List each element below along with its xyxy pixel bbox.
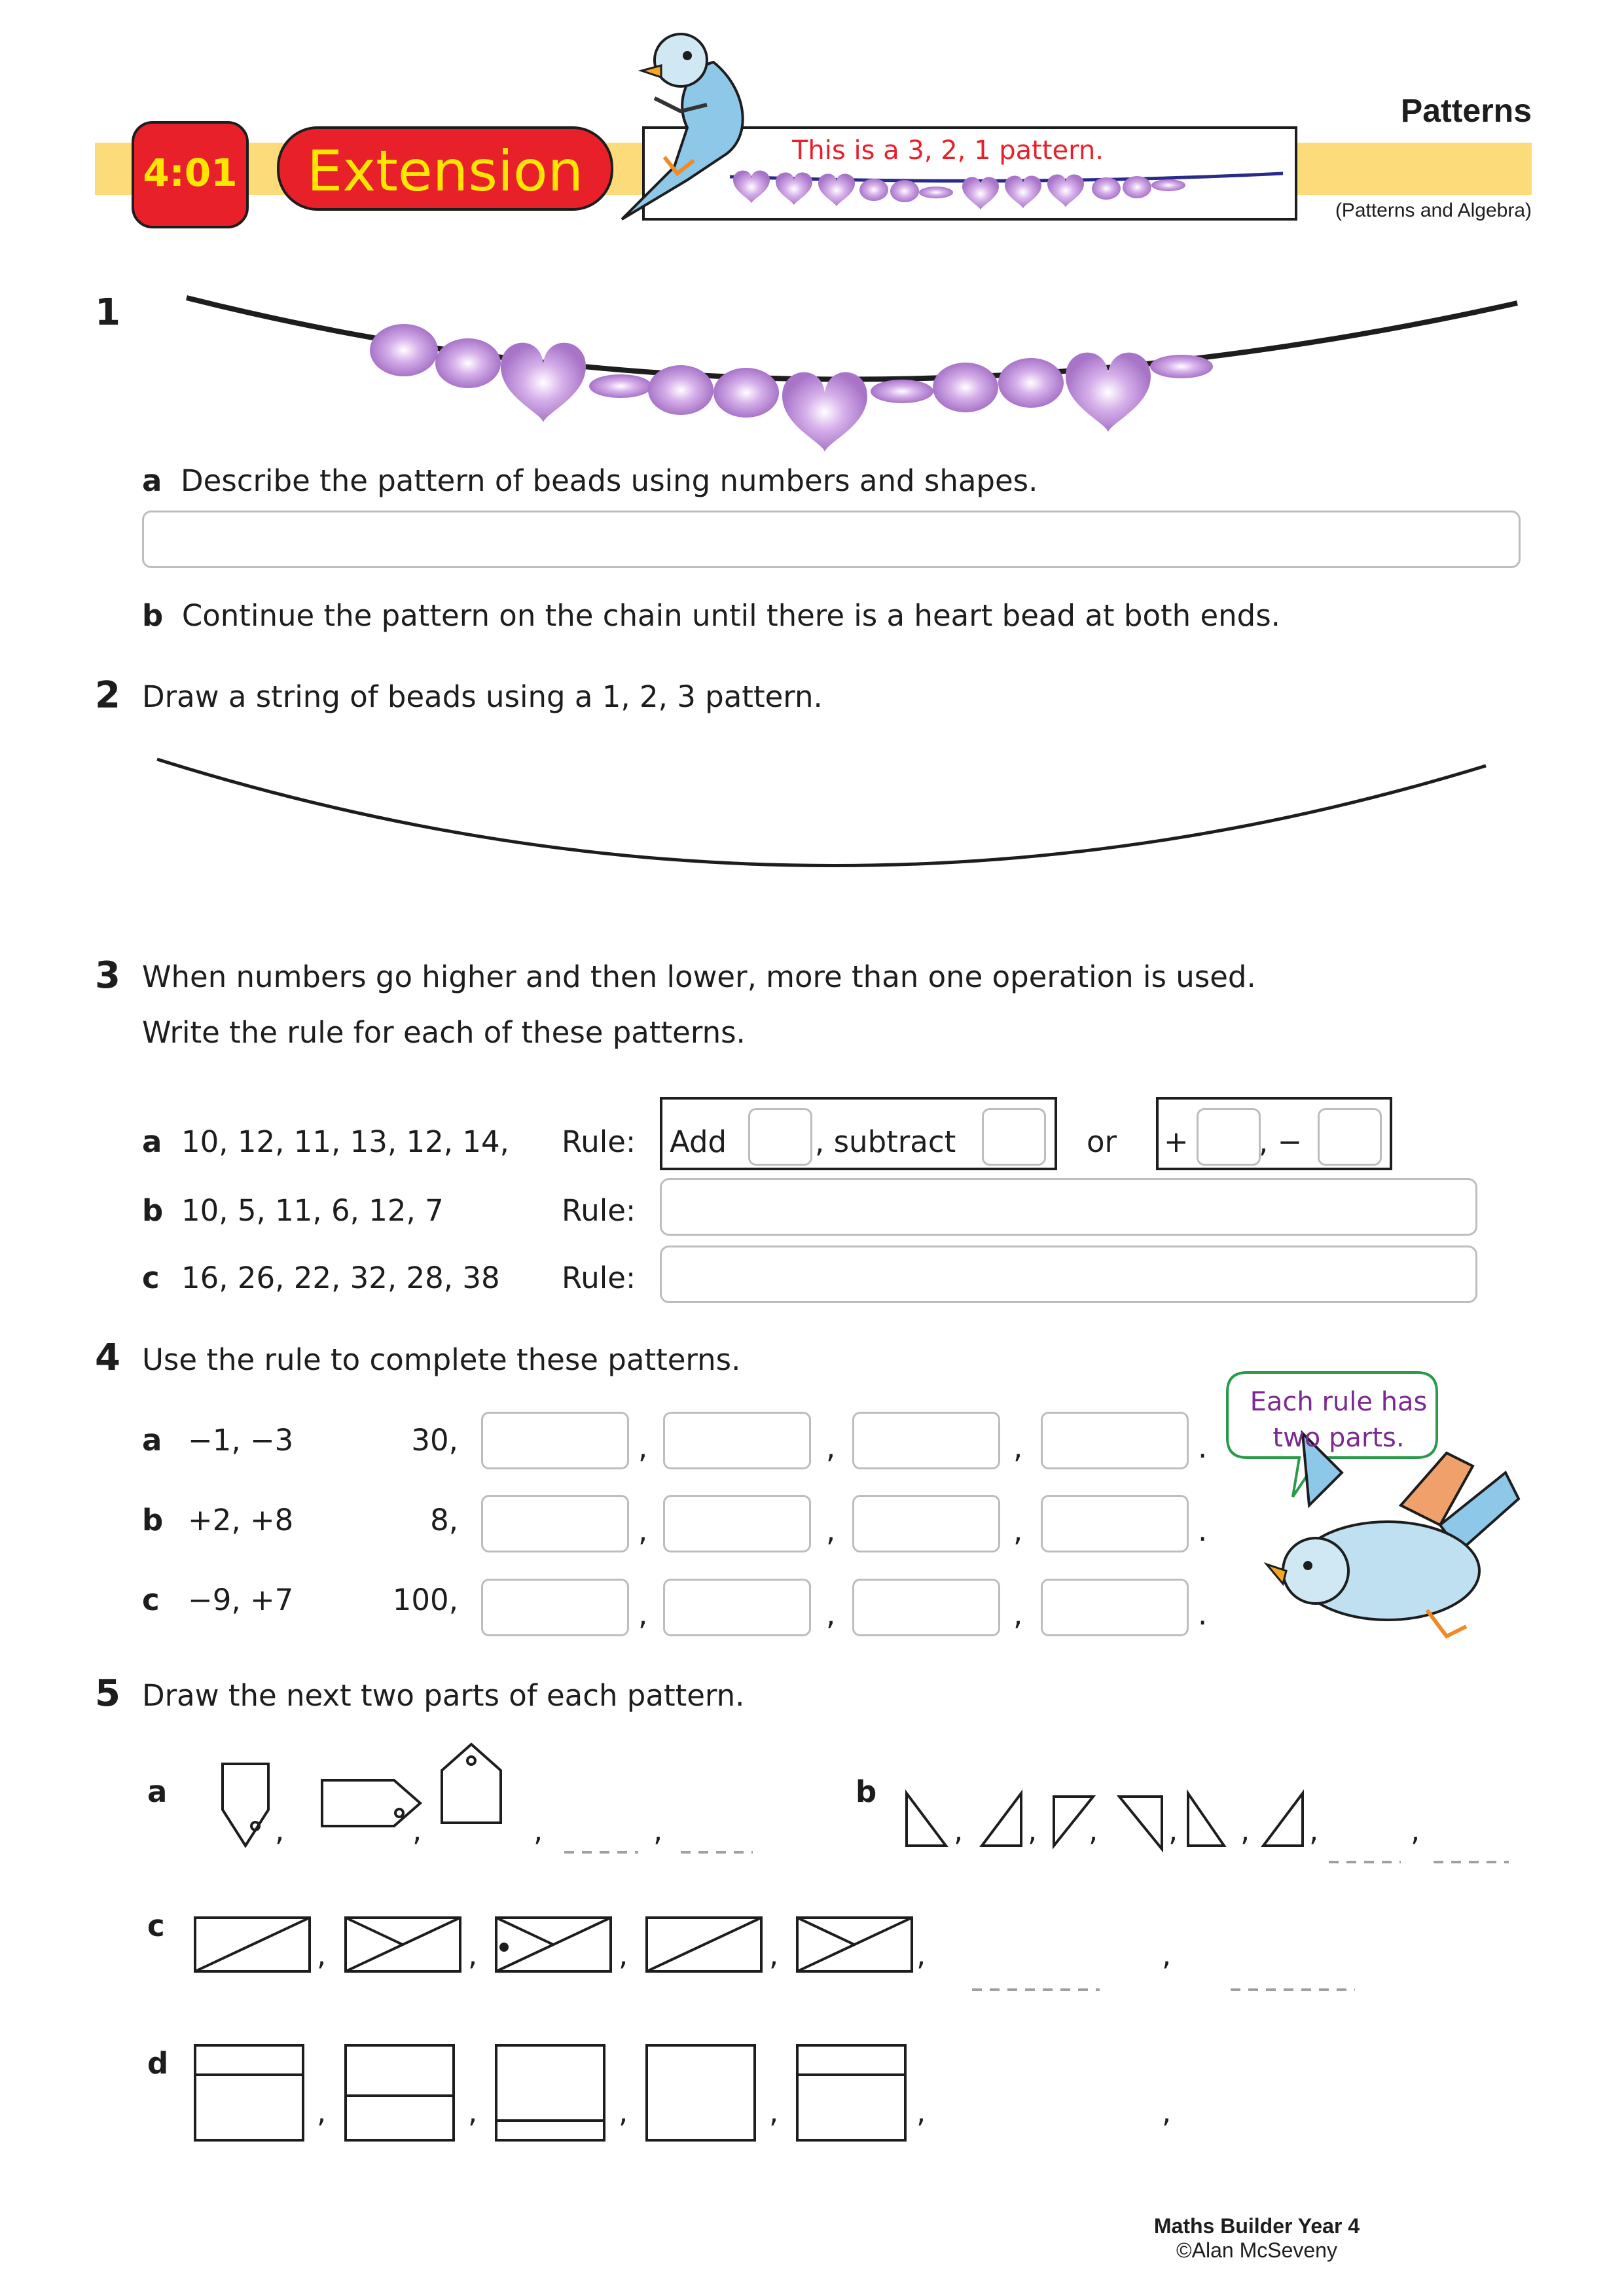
q4c-sep-1: , xyxy=(638,1597,648,1632)
q3a-subtract-input[interactable] xyxy=(982,1108,1046,1166)
q3a-or-text: or xyxy=(1087,1124,1117,1159)
q5d-comma-2: , xyxy=(468,2094,478,2129)
q3a-add-text: Add xyxy=(670,1124,727,1159)
q3a-minus-input[interactable] xyxy=(1318,1108,1382,1166)
q1-number: 1 xyxy=(95,291,120,334)
q5c-comma-6: , xyxy=(1162,1937,1172,1972)
example-text: This is a 3, 2, 1 pattern. xyxy=(792,135,1104,166)
bubble-line-1: Each rule has xyxy=(1250,1387,1428,1417)
q2-text: Draw a string of beads using a 1, 2, 3 pattern. xyxy=(142,679,823,714)
q1b-text: Continue the pattern on the chain until there is a heart bead at both ends. xyxy=(181,598,1280,633)
q4b-rule: +2, +8 xyxy=(188,1503,294,1537)
q4a-sep-3: , xyxy=(1013,1430,1023,1465)
q3a-plus-sign: + xyxy=(1164,1124,1189,1159)
q3b-label: b xyxy=(142,1193,164,1228)
q3c-sequence: 16, 26, 22, 32, 28, 38 xyxy=(181,1261,500,1295)
q1a-row xyxy=(142,463,1038,498)
q4b-start: 8, xyxy=(430,1503,458,1537)
q5c-comma-1: , xyxy=(317,1937,327,1972)
q5c-comma-2: , xyxy=(468,1937,478,1972)
q3a-plus-input[interactable] xyxy=(1197,1108,1261,1166)
q3b-rule-label: Rule: xyxy=(562,1193,636,1228)
q4a-label: a xyxy=(142,1423,162,1458)
q3-line2: Write the rule for each of these patterns. xyxy=(142,1015,746,1050)
q4a-answer-1[interactable] xyxy=(481,1412,629,1469)
q5d-label: d xyxy=(147,2046,169,2081)
q4c-answer-4[interactable] xyxy=(1041,1579,1189,1636)
q4b-answer-3[interactable] xyxy=(852,1495,1000,1552)
q5b-label: b xyxy=(856,1774,877,1809)
q4b-sep-1: , xyxy=(638,1513,648,1548)
speech-bubble-text xyxy=(1231,1384,1447,1456)
q5b-comma-7: , xyxy=(1411,1813,1420,1848)
extension-label: Extension xyxy=(306,139,584,204)
q5d-comma-4: , xyxy=(769,2094,779,2129)
q3c-label: c xyxy=(142,1261,160,1295)
q4b-answer-2[interactable] xyxy=(663,1495,811,1552)
q1a-answer-field[interactable] xyxy=(142,511,1521,568)
q5b-comma-5: , xyxy=(1240,1813,1250,1848)
q4a-answer-4[interactable] xyxy=(1041,1412,1189,1469)
q5-number: 5 xyxy=(95,1672,120,1715)
bubble-line-2: two parts. xyxy=(1272,1423,1405,1453)
q5d-comma-3: , xyxy=(619,2094,628,2129)
q5d-comma-5: , xyxy=(916,2094,926,2129)
q4-number: 4 xyxy=(95,1336,120,1379)
q5c-comma-4: , xyxy=(769,1937,779,1972)
q4-text: Use the rule to complete these patterns. xyxy=(142,1342,741,1377)
q4a-answer-2[interactable] xyxy=(663,1412,811,1469)
q5b-comma-6: , xyxy=(1309,1813,1319,1848)
q3a-sequence: 10, 12, 11, 13, 12, 14, xyxy=(181,1124,509,1159)
q4c-answer-3[interactable] xyxy=(852,1579,1000,1636)
q1b-label: b xyxy=(142,598,164,633)
q3c-rule-label: Rule: xyxy=(562,1261,636,1295)
q4a-rule: −1, −3 xyxy=(188,1423,294,1458)
q5c-shapes xyxy=(195,1918,912,1971)
q4a-start: 30, xyxy=(411,1423,458,1458)
q4c-label: c xyxy=(142,1583,160,1617)
bird-flying-illustration xyxy=(1267,1433,1519,1636)
q4c-end: . xyxy=(1198,1597,1208,1632)
q5a-shapes xyxy=(223,1744,501,1846)
q5d-comma-6: , xyxy=(1162,2094,1172,2129)
q3-number: 3 xyxy=(95,954,120,997)
q4a-answer-3[interactable] xyxy=(852,1412,1000,1469)
q3a-add-input[interactable] xyxy=(748,1108,812,1166)
q4c-answer-2[interactable] xyxy=(663,1579,811,1636)
q4a-sep-2: , xyxy=(826,1430,836,1465)
q5b-comma-4: , xyxy=(1168,1813,1178,1848)
q3a-subtract-text: , subtract xyxy=(815,1124,956,1159)
q1-beads xyxy=(370,324,1213,452)
q2-number: 2 xyxy=(95,674,120,717)
q5d-comma-1: , xyxy=(317,2094,327,2129)
footer-author: ©Alan McSeveny xyxy=(1176,2238,1337,2262)
q4b-answer-1[interactable] xyxy=(481,1495,629,1552)
q1a-text: Describe the pattern of beads using numbers and shapes. xyxy=(180,463,1038,498)
q3a-label: a xyxy=(142,1124,162,1159)
q5b-comma-1: , xyxy=(954,1813,964,1848)
q4c-sep-2: , xyxy=(826,1597,836,1632)
q5a-comma-3: , xyxy=(533,1813,543,1848)
q4a-sep-1: , xyxy=(638,1430,648,1465)
q5a-comma-2: , xyxy=(412,1813,422,1848)
q3b-sequence: 10, 5, 11, 6, 12, 7 xyxy=(181,1193,444,1228)
q4b-sep-2: , xyxy=(826,1513,836,1548)
q1b-row xyxy=(142,598,1280,633)
q3a-minus-sign: , − xyxy=(1259,1124,1303,1159)
q4c-rule: −9, +7 xyxy=(188,1583,294,1617)
q4c-answer-1[interactable] xyxy=(481,1579,629,1636)
q5a-comma-4: , xyxy=(653,1813,663,1848)
lesson-number-badge: 4:01 xyxy=(143,151,238,195)
page-title: Patterns xyxy=(1400,92,1532,129)
q5b-comma-2: , xyxy=(1028,1813,1038,1848)
q5c-comma-3: , xyxy=(619,1937,628,1972)
q2-curve xyxy=(157,759,1486,866)
q3a-rule-label: Rule: xyxy=(562,1124,636,1159)
q5b-comma-3: , xyxy=(1089,1813,1098,1848)
q4c-sep-3: , xyxy=(1013,1597,1023,1632)
q4c-start: 100, xyxy=(392,1583,458,1617)
q5d-shapes xyxy=(195,2045,905,2140)
q4b-answer-4[interactable] xyxy=(1041,1495,1189,1552)
q4b-end: . xyxy=(1198,1513,1208,1548)
q5c-comma-5: , xyxy=(916,1937,926,1972)
q5a-comma-1: , xyxy=(275,1813,285,1848)
q4a-end: . xyxy=(1198,1430,1208,1465)
q5a-label: a xyxy=(147,1774,168,1809)
footer-book: Maths Builder Year 4 xyxy=(1153,2214,1360,2238)
q4b-sep-3: , xyxy=(1013,1513,1023,1548)
q5-text: Draw the next two parts of each pattern. xyxy=(142,1678,745,1713)
q3c-rule-field[interactable] xyxy=(660,1246,1477,1303)
q5c-label: c xyxy=(147,1909,165,1943)
q3b-rule-field[interactable] xyxy=(660,1178,1477,1236)
q4b-label: b xyxy=(142,1503,164,1537)
page-subtitle: (Patterns and Algebra) xyxy=(1335,200,1532,221)
q3-line1: When numbers go higher and then lower, more than one operation is used. xyxy=(142,960,1256,994)
q1a-label: a xyxy=(142,463,162,498)
